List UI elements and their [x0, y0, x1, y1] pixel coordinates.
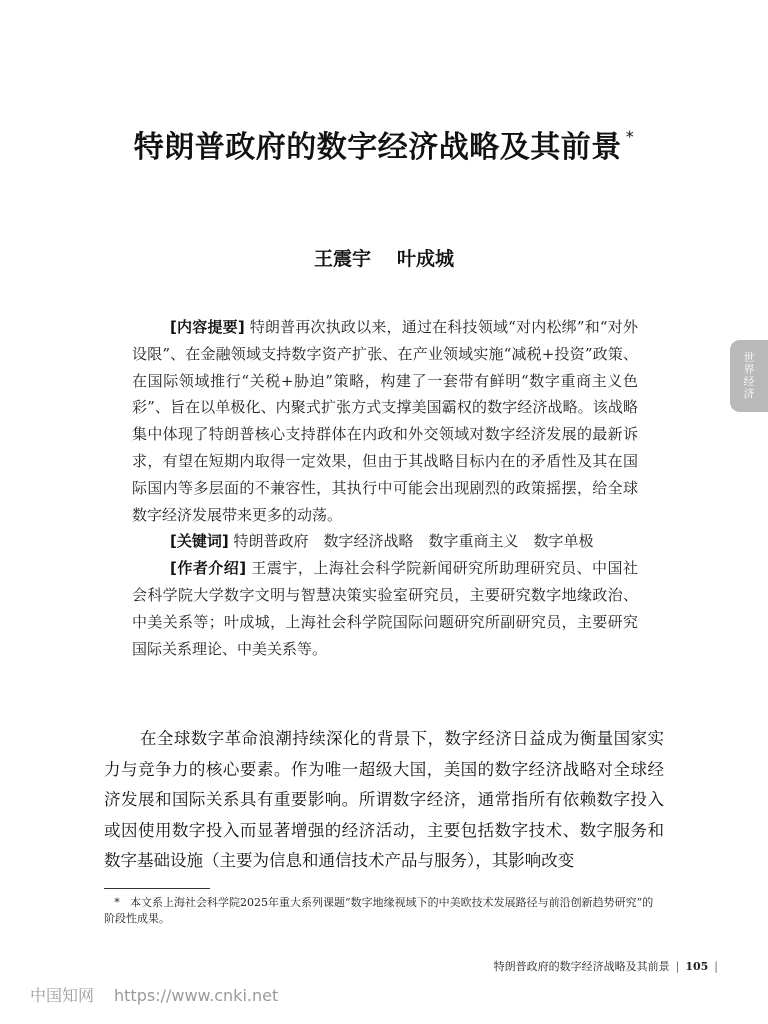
article-title — [0, 122, 768, 166]
body-paragraph: 在全球数字革命浪潮持续深化的背景下，数字经济日益成为衡量国家实力与竞争力的核心要素。作为唯一超级大国，美国的数字经济战略对全球经济发展和国际关系具有重要影响。所谓数字经济，通常指所有依赖数字投入或因使用数字投入而显著增强的经济活动，主要包括数字技术、数字服务和数字基础设施（主要为信息和通信技术产品与服务），其影响改变 — [104, 729, 664, 870]
abstract-block — [132, 314, 638, 662]
abstract-text: 特朗普再次执政以来，通过在科技领域“对内松绑”和“对外设限”、在金融领域支持数字资产扩张、在产业领域实施“减税+投资”政策、在国际领域推行“关税+胁迫”策略，构建了一套带有鲜明“数字重商主义色彩”、旨在以单极化、内聚式扩张方式支撑美国霸权的数字经济战略。该战略集中体现了特朗普核心支持群体在内政和外交领域对数字经济发展的最新诉求，有望在短期内取得一定效果，但由于其战略目标内在的矛盾性及其在国际国内等多层面的不兼容性，其执行中可能会出现剧烈的政策摇摆，给全球数字经济发展带来更多的动荡。 — [132, 318, 638, 524]
running-end-separator: | — [714, 960, 718, 973]
author-intro-text: 王震宇，上海社会科学院新闻研究所助理研究员、中国社会科学院大学数字文明与智慧决策实验室研究员，主要研究数字地缘政治、中美关系等；叶成城，上海社会科学院国际问题研究所副研究员，主要研究国际关系理论、中美关系等。 — [132, 559, 638, 658]
footnote-text: 本文系上海社会科学院2025年重大系列课题“数字地缘视域下的中美欧技术发展路径与前沿创新趋势研究”的阶段性成果。 — [104, 896, 654, 925]
running-footer — [494, 958, 724, 974]
side-tab-label: 世界经济 — [743, 351, 755, 400]
keywords-label: [关键词] — [170, 532, 229, 551]
footnote — [104, 895, 664, 927]
author-intro-label: [作者介绍] — [170, 559, 247, 578]
title-text: 特朗普政府的数字经济战略及其前景 — [133, 130, 622, 165]
keywords-text: 特朗普政府 数字经济战略 数字重商主义 数字单极 — [233, 532, 594, 551]
running-separator: | — [675, 960, 680, 973]
page-number: 105 — [685, 960, 709, 973]
keywords-paragraph — [132, 528, 638, 555]
abstract-paragraph — [132, 314, 638, 528]
author-name: 王震宇 — [313, 248, 371, 270]
footnote-mark: * — [114, 896, 120, 909]
footnote-divider — [104, 888, 210, 889]
abstract-label: [内容提要] — [170, 318, 245, 336]
watermark-url: https://www.cnki.net — [114, 986, 279, 1005]
author-intro-paragraph — [132, 555, 638, 662]
watermark-brand: 中国知网 — [30, 986, 95, 1005]
section-side-tab — [730, 340, 768, 412]
running-title: 特朗普政府的数字经济战略及其前景 — [493, 960, 670, 973]
cnki-watermark — [30, 983, 278, 1006]
title-footnote-mark: * — [625, 127, 635, 146]
author-name: 叶成城 — [397, 248, 455, 270]
author-line — [0, 244, 768, 271]
